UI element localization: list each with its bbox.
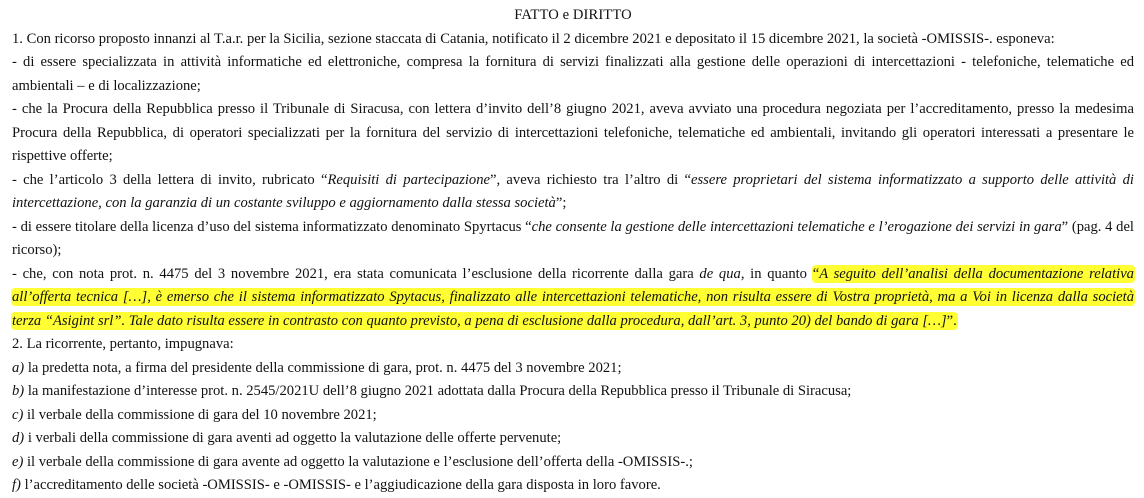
list-item-b — [12, 380, 1134, 404]
italic-run: che consente la gestione delle intercettazioni telematiche e l’erogazione dei servizi in gara — [531, 218, 1062, 235]
italic-run: essere proprietari del sistema informatizzato a supporto delle attività di intercettazione, con la garanzia di un costante sviluppo e aggiornamento dalla stessa società — [12, 171, 1134, 211]
quote-close: ”. — [946, 312, 957, 329]
list-text: l’accreditamento delle società -OMISSIS- e -OMISSIS- e l’aggiudicazione della gara disposta in loro favore. — [20, 477, 661, 493]
paragraph-article-3 — [12, 169, 1134, 216]
text-run: - di essere titolare della licenza d’uso del sistema informatizzato denominato Spyrtacus “ — [12, 218, 532, 235]
list-text: la manifestazione d’interesse prot. n. 2545/2021U dell’8 giugno 2021 adottata dalla Procura della Repubblica presso il Tribunale di Siracusa; — [24, 383, 852, 399]
list-letter: d) — [12, 430, 25, 446]
list-letter: c) — [12, 406, 24, 423]
text-run: , in quanto — [740, 265, 813, 282]
list-item-f — [12, 474, 1134, 498]
list-letter: f) — [12, 477, 21, 493]
highlighted-italic-text: A seguito dell’analisi della documentazione relativa all’offerta tecnica […], è emerso che il sistema informatizzato Spytacus, finalizzato alle intercettazioni telematiche, non risulta essere di Vostra proprietà, ma a Voi in licenza dalla società terza “Asigint srl”. Tale dato risulta essere in contrasto con quanto previsto, a pena di esclusione dalla procedura, dall’art. 3, punto 20) del bando di gara […] — [12, 265, 1134, 329]
paragraph-specialization: - di essere specializzata in attività informatiche ed elettroniche, compresa la fornitura di servizi finalizzati alla gestione delle operazioni di intercettazioni - telefoniche, telematiche ed ambientali – e di localizzazione; — [12, 54, 1134, 94]
quote-open: “ — [812, 265, 820, 282]
list-text: i verbali della commissione di gara aventi ad oggetto la valutazione delle offerte pervenute; — [24, 430, 562, 446]
paragraph-procura-invitation: - che la Procura della Repubblica presso il Tribunale di Siracusa, con lettera d’invito dell’8 giugno 2021, aveva avviato una procedura negoziata per l’accreditamento, presso la medesima Procura della Repubblica, di operatori specializzati per la fornitura del servizio di intercettazioni telefoniche, telematiche ed ambientali, invitando gli operatori interessati a presentare le rispettive offerte; — [12, 101, 1134, 164]
paragraph-impugnava: 2. La ricorrente, pertanto, impugnava: — [12, 336, 234, 352]
text-run: ”, aveva richiesto tra l’altro di “ — [490, 171, 691, 188]
paragraph-intro: 1. Con ricorso proposto innanzi al T.a.r. per la Sicilia, sezione staccata di Catania, notificato il 2 dicembre 2021 e depositato il 15 dicembre 2021, la società -OMISSIS-. esponeva: — [12, 30, 1055, 47]
text-run: ” (pag. 4 del ricorso); — [12, 218, 1134, 258]
text-run: - che l’articolo 3 della lettera di invito, rubricato “ — [12, 171, 328, 188]
list-item-d — [12, 427, 1134, 451]
italic-run: de qua — [699, 265, 741, 282]
text-run: - che, con nota prot. n. 4475 del 3 novembre 2021, era stata comunicata l’esclusione della ricorrente dalla gara — [12, 265, 700, 282]
list-item-e — [12, 451, 1134, 475]
text-run: ”; — [555, 195, 567, 211]
list-item-a — [12, 357, 1134, 381]
list-text: il verbale della commissione di gara avente ad oggetto la valutazione e l’esclusione dell’offerta della -OMISSIS-.; — [23, 453, 693, 470]
list-text: il verbale della commissione di gara del 10 novembre 2021; — [23, 406, 377, 423]
italic-run: Requisiti di partecipazione — [327, 171, 491, 188]
list-text: la predetta nota, a firma del presidente della commissione di gara, prot. n. 4475 del 3 novembre 2021; — [24, 359, 622, 376]
list-letter: a) — [12, 359, 25, 376]
document-title: FATTO e DIRITTO — [514, 7, 632, 23]
list-item-c — [12, 404, 1134, 428]
list-letter: e) — [12, 453, 24, 470]
list-letter: b) — [12, 383, 25, 399]
paragraph-license — [12, 216, 1134, 263]
paragraph-exclusion-note — [12, 263, 1134, 334]
